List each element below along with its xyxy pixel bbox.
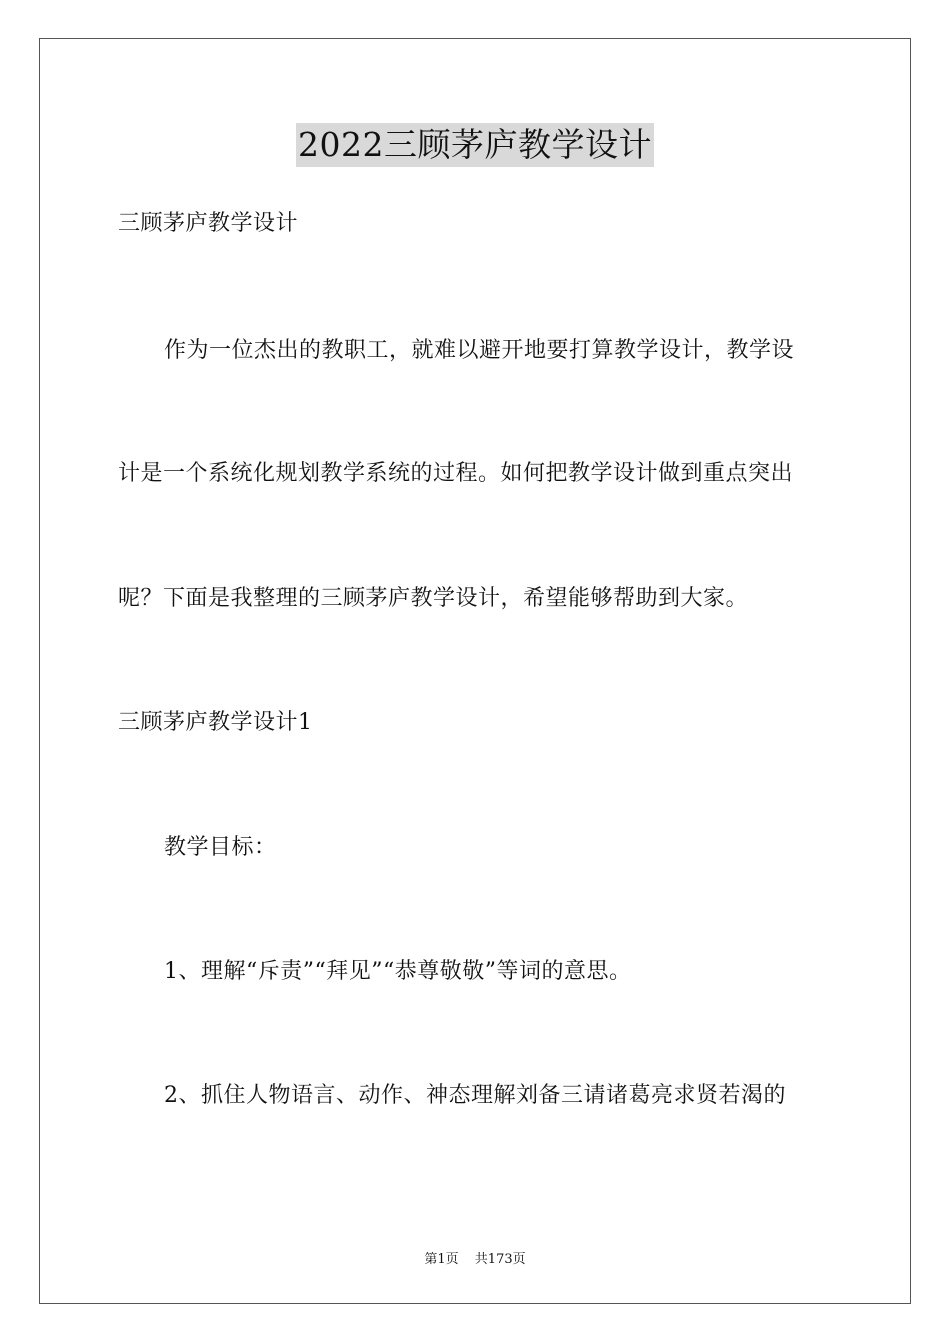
paragraph-line: 计是一个系统化规划教学系统的过程。如何把教学设计做到重点突出 bbox=[118, 461, 794, 486]
list-item: 1、理解“斥责”“拜见”“恭尊敬敬”等词的意思。 bbox=[164, 959, 632, 984]
paragraph-line: 教学目标： bbox=[164, 835, 277, 860]
page-footer bbox=[0, 1248, 950, 1267]
title-container bbox=[0, 123, 950, 167]
paragraph-line: 呢？下面是我整理的三顾茅庐教学设计，希望能够帮助到大家。 bbox=[118, 586, 749, 611]
page-number: 第1页 bbox=[424, 1252, 459, 1267]
paragraph-line: 作为一位杰出的教职工，就难以避开地要打算教学设计，教学设 bbox=[164, 338, 795, 363]
document-title: 2022三顾茅庐教学设计 bbox=[296, 123, 654, 167]
subtitle-line: 三顾茅庐教学设计 bbox=[118, 211, 299, 236]
list-item: 2、抓住人物语言、动作、神态理解刘备三请诸葛亮求贤若渴的 bbox=[164, 1083, 786, 1108]
section-heading: 三顾茅庐教学设计1 bbox=[118, 710, 313, 735]
page-total: 共173页 bbox=[474, 1252, 526, 1267]
